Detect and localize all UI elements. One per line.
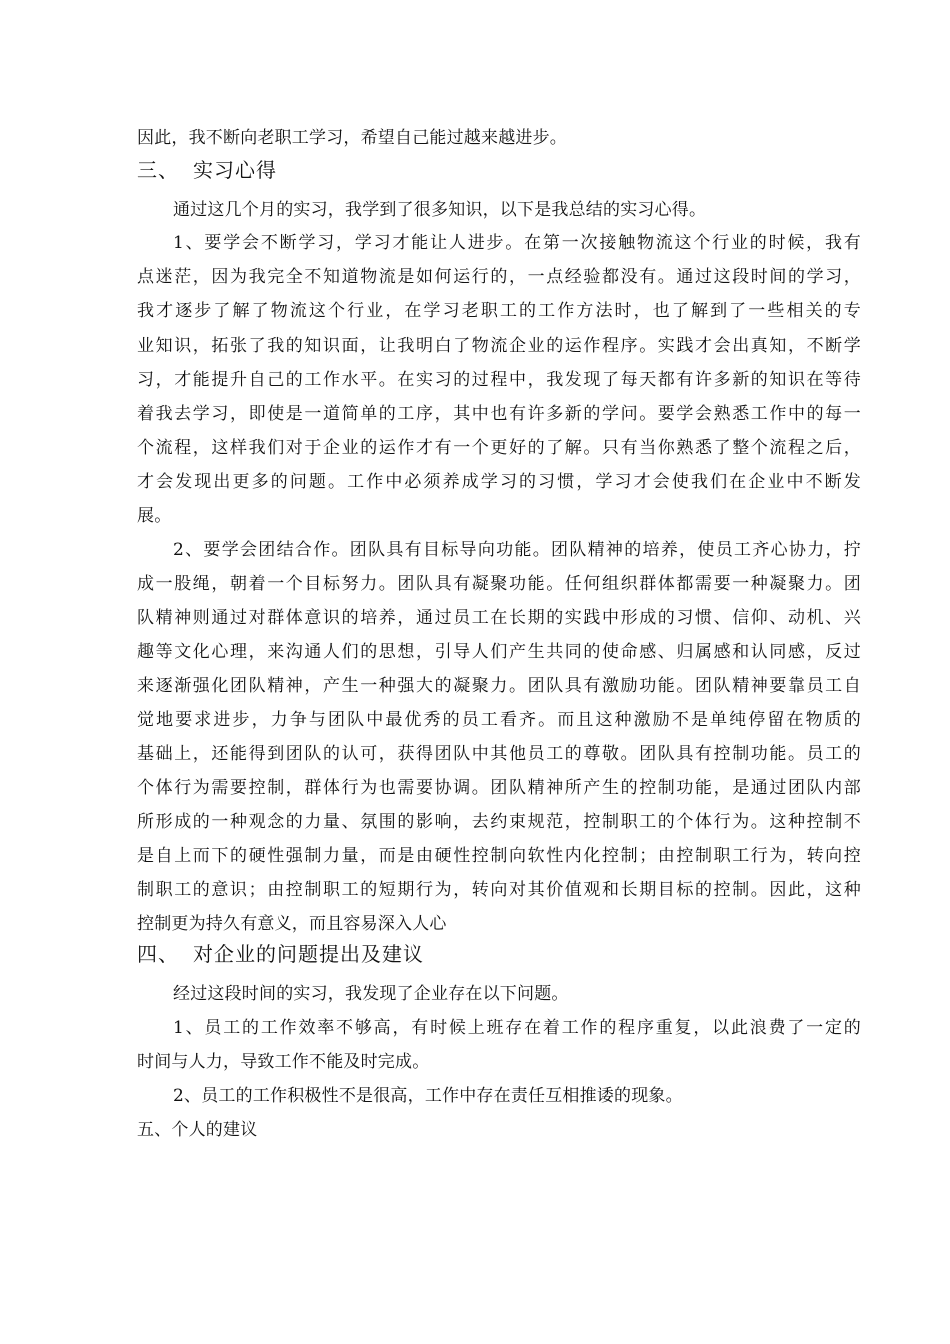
section-title: 对企业的问题提出及建议	[193, 942, 424, 966]
paragraph-line: 才会发现出更多的问题。工作中必须养成学习的习惯，学习才会使我们在企业中不断发	[137, 472, 861, 492]
paragraph-line: 1、员工的工作效率不够高，有时候上班存在着工作的程序重复，以此浪费了一定的	[173, 1018, 861, 1038]
paragraph-line: 基础上，还能得到团队的认可，获得团队中其他员工的尊敬。团队具有控制功能。员工的	[137, 744, 861, 764]
paragraph-line: 个体行为需要控制，群体行为也需要协调。团队精神所产生的控制功能，是通过团队内部	[137, 778, 861, 798]
section-number: 三、	[137, 158, 179, 182]
paragraph-line: 展。	[137, 506, 172, 526]
section-heading-4	[137, 942, 424, 966]
paragraph-line: 2、员工的工作积极性不是很高，工作中存在责任互相推诿的现象。	[173, 1086, 683, 1106]
paragraph-line: 个流程，这样我们对于企业的运作才有一个更好的了解。只有当你熟悉了整个流程之后，	[137, 438, 861, 458]
paragraph-line: 我才逐步了解了物流这个行业，在学习老职工的工作方法时，也了解到了一些相关的专	[137, 301, 861, 321]
section-number: 四、	[137, 942, 179, 966]
paragraph-line: 时间与人力，导致工作不能及时完成。	[137, 1052, 430, 1072]
paragraph-line: 2、要学会团结合作。团队具有目标导向功能。团队精神的培养，使员工齐心协力，拧	[173, 540, 861, 560]
paragraph-line: 成一股绳，朝着一个目标努力。团队具有凝聚功能。任何组织群体都需要一种凝聚力。团	[137, 574, 861, 594]
paragraph-line: 点迷茫，因为我完全不知道物流是如何运行的，一点经验都没有。通过这段时间的学习，	[137, 267, 861, 287]
paragraph-line: 控制更为持久有意义，而且容易深入人心	[137, 914, 447, 934]
paragraph-line: 1、要学会不断学习，学习才能让人进步。在第一次接触物流这个行业的时候，我有	[173, 233, 861, 253]
paragraph-line: 制职工的意识；由控制职工的短期行为，转向对其价值观和长期目标的控制。因此，这种	[137, 880, 861, 900]
section-heading-3	[137, 158, 277, 182]
paragraph-line: 所形成的一种观念的力量、氛围的影响，去约束规范，控制职工的个体行为。这种控制不	[137, 812, 861, 832]
paragraph-line: 队精神则通过对群体意识的培养，通过员工在长期的实践中形成的习惯、信仰、动机、兴	[137, 608, 861, 628]
section-heading-5: 五、个人的建议	[137, 1120, 258, 1140]
paragraph-line: 因此，我不断向老职工学习，希望自己能过越来越进步。	[137, 128, 567, 148]
paragraph-line: 来逐渐强化团队精神，产生一种强大的凝聚力。团队具有激励功能。团队精神要靠员工自	[137, 676, 861, 696]
paragraph-lead: 经过这段时间的实习，我发现了企业存在以下问题。	[173, 984, 569, 1004]
paragraph-line: 着我去学习，即使是一道简单的工序，其中也有许多新的学问。要学会熟悉工作中的每一	[137, 404, 861, 424]
paragraph-lead: 通过这几个月的实习，我学到了很多知识，以下是我总结的实习心得。	[173, 200, 707, 220]
paragraph-line: 是自上而下的硬性强制力量，而是由硬性控制向软性内化控制；由控制职工行为，转向控	[137, 846, 861, 866]
paragraph-line: 业知识，拓张了我的知识面，让我明白了物流企业的运作程序。实践才会出真知，不断学	[137, 336, 861, 356]
paragraph-line: 趣等文化心理，来沟通人们的思想，引导人们产生共同的使命感、归属感和认同感，反过	[137, 642, 861, 662]
paragraph-line: 习，才能提升自己的工作水平。在实习的过程中，我发现了每天都有许多新的知识在等待	[137, 370, 861, 390]
paragraph-line: 觉地要求进步，力争与团队中最优秀的员工看齐。而且这种激励不是单纯停留在物质的	[137, 710, 861, 730]
section-title: 实习心得	[193, 158, 277, 182]
